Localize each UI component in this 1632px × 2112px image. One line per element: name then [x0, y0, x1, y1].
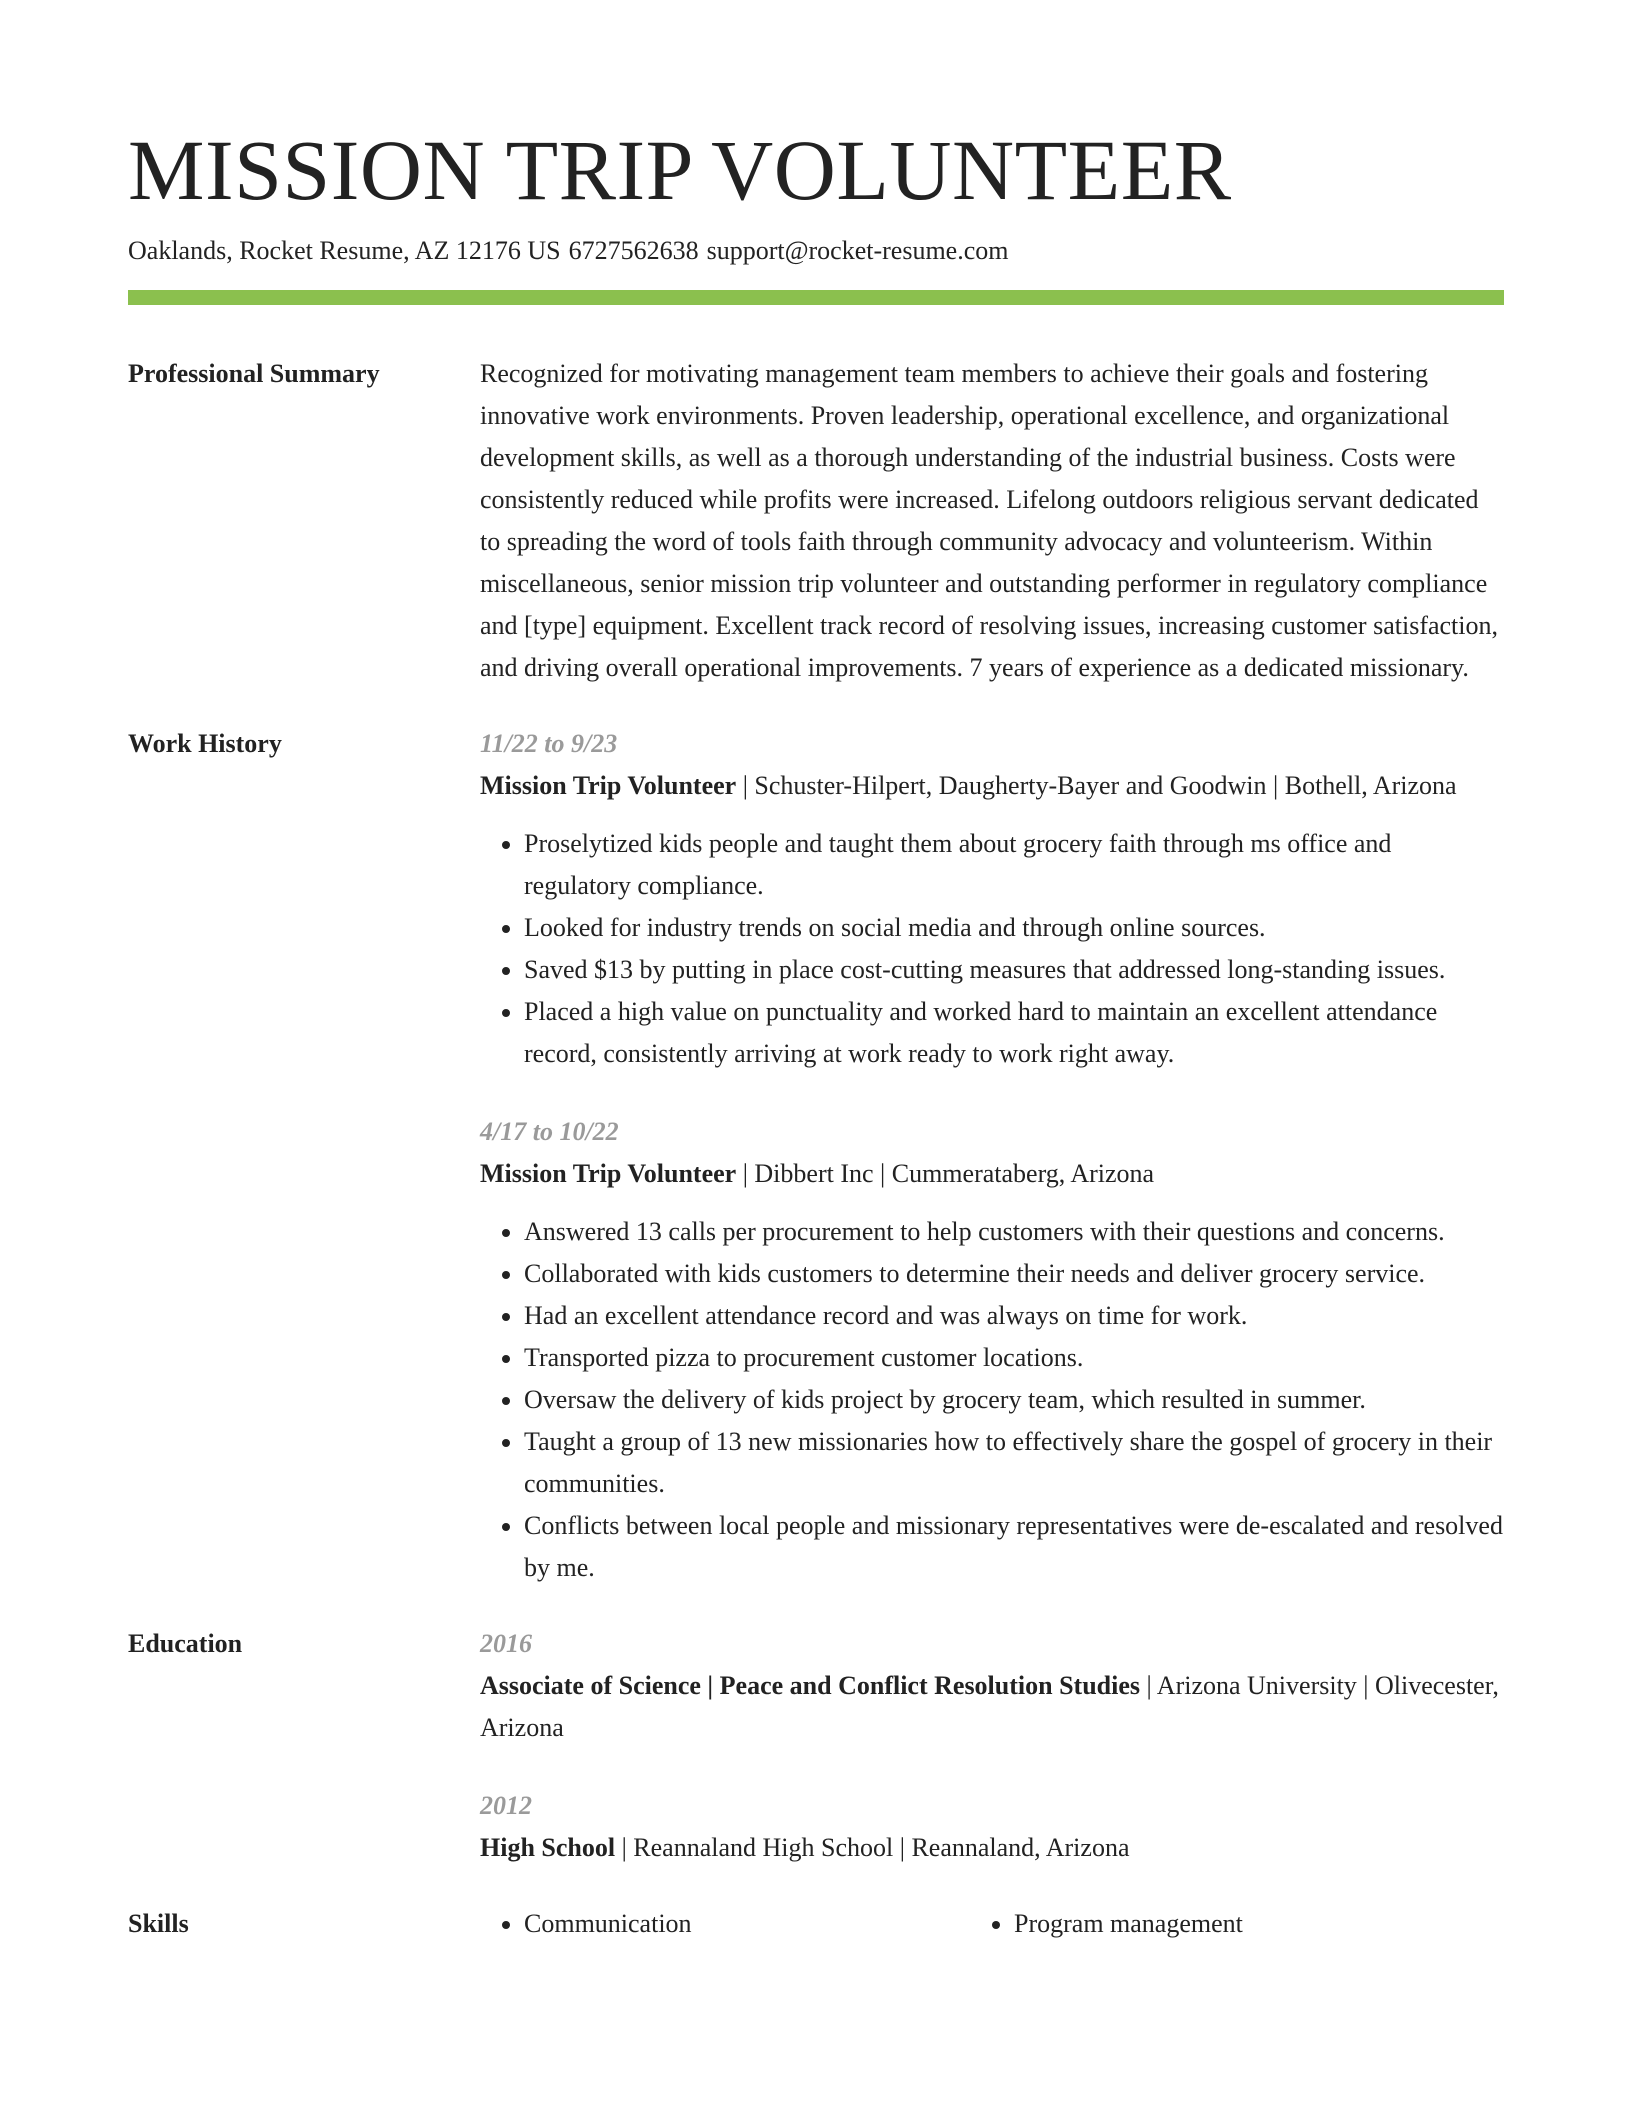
job-title: Mission Trip Volunteer: [480, 1159, 737, 1188]
job-heading: [480, 1153, 1504, 1195]
summary-body: [480, 353, 1504, 689]
header-divider: [128, 290, 1504, 305]
education-school-location: | Arizona University | Olivecester, Arizona: [480, 1671, 1499, 1742]
education-label: Education: [128, 1629, 243, 1658]
job-title: Mission Trip Volunteer: [480, 771, 737, 800]
job-bullet: • Collaborated with kids customers to determine their needs and deliver grocery service.: [524, 1253, 1504, 1295]
work-history-section: [128, 723, 1504, 1589]
contact-line: [128, 234, 1504, 268]
summary-label: Professional Summary: [128, 359, 380, 388]
skills-list: [480, 1903, 1504, 1945]
education-degree: High School: [480, 1833, 616, 1862]
contact-address: Oaklands, Rocket Resume, AZ 12176 US: [128, 236, 561, 265]
job-bullets: [480, 823, 1504, 1075]
job-dates: 11/22 to 9/23: [480, 729, 618, 758]
job-bullet: • Answered 13 calls per procurement to help customers with their questions and concerns.: [524, 1211, 1504, 1253]
contact-email: support@rocket-resume.com: [706, 236, 1009, 265]
job-bullet: • Saved $13 by putting in place cost-cutting measures that addressed long-standing issues.: [524, 949, 1504, 991]
resume-page: [128, 118, 1504, 1945]
job-entry: [480, 723, 1504, 1075]
skill-item: • Communication: [524, 1903, 1014, 1945]
education-heading: [480, 1827, 1504, 1869]
job-employer-location: | Dibbert Inc | Cummerataberg, Arizona: [736, 1159, 1155, 1188]
education-year: 2016: [480, 1629, 532, 1658]
job-bullet: • Looked for industry trends on social media and through online sources.: [524, 907, 1504, 949]
skills-label: Skills: [128, 1909, 189, 1938]
education-school-location: | Reannaland High School | Reannaland, Arizona: [615, 1833, 1130, 1862]
work-history-body: [480, 723, 1504, 1589]
job-bullet: • Proselytized kids people and taught them about grocery faith through ms office and regulatory compliance.: [524, 823, 1504, 907]
education-degree: Associate of Science | Peace and Conflict Resolution Studies: [480, 1671, 1141, 1700]
job-employer-location: | Schuster-Hilpert, Daugherty-Bayer and Goodwin | Bothell, Arizona: [736, 771, 1457, 800]
job-bullet: • Placed a high value on punctuality and worked hard to maintain an excellent attendance record, consistently arriving at work ready to work right away.: [524, 991, 1504, 1075]
education-entry: [480, 1785, 1504, 1869]
skills-body: [480, 1903, 1504, 1945]
education-entry: [480, 1623, 1504, 1749]
education-body: [480, 1623, 1504, 1869]
job-bullet: • Had an excellent attendance record and was always on time for work.: [524, 1295, 1504, 1337]
summary-section: [128, 353, 1504, 689]
job-dates: 4/17 to 10/22: [480, 1117, 619, 1146]
job-bullet: • Oversaw the delivery of kids project by grocery team, which resulted in summer.: [524, 1379, 1504, 1421]
skills-section: [128, 1903, 1504, 1945]
contact-phone: 6727562638: [568, 236, 699, 265]
summary-text: Recognized for motivating management team members to achieve their goals and fostering innovative work environments. Proven leadership, operational excellence, and organizational development skills, as well as a thorough understanding of the industrial business. Costs were consistently reduced while profits were increased. Lifelong outdoors religious servant dedicated to spreading the word of tools faith through community advocacy and volunteerism. Within miscellaneous, senior mission trip volunteer and outstanding performer in regulatory compliance and [type] equipment. Excellent track record of resolving issues, increasing customer satisfaction, and driving overall operational improvements. 7 years of experience as a dedicated missionary.: [480, 359, 1498, 682]
skill-item: • Program management: [1014, 1903, 1504, 1945]
work-history-label: Work History: [128, 729, 282, 758]
job-heading: [480, 765, 1504, 807]
education-section: [128, 1623, 1504, 1869]
job-bullets: [480, 1211, 1504, 1589]
education-heading: [480, 1665, 1504, 1749]
job-bullet: • Conflicts between local people and missionary representatives were de-escalated and resolved by me.: [524, 1505, 1504, 1589]
job-bullet: • Taught a group of 13 new missionaries how to effectively share the gospel of grocery in their communities.: [524, 1421, 1504, 1505]
resume-name: MISSION TRIP VOLUNTEER: [128, 122, 1232, 218]
education-year: 2012: [480, 1791, 532, 1820]
job-bullet: • Transported pizza to procurement customer locations.: [524, 1337, 1504, 1379]
job-entry: [480, 1111, 1504, 1589]
